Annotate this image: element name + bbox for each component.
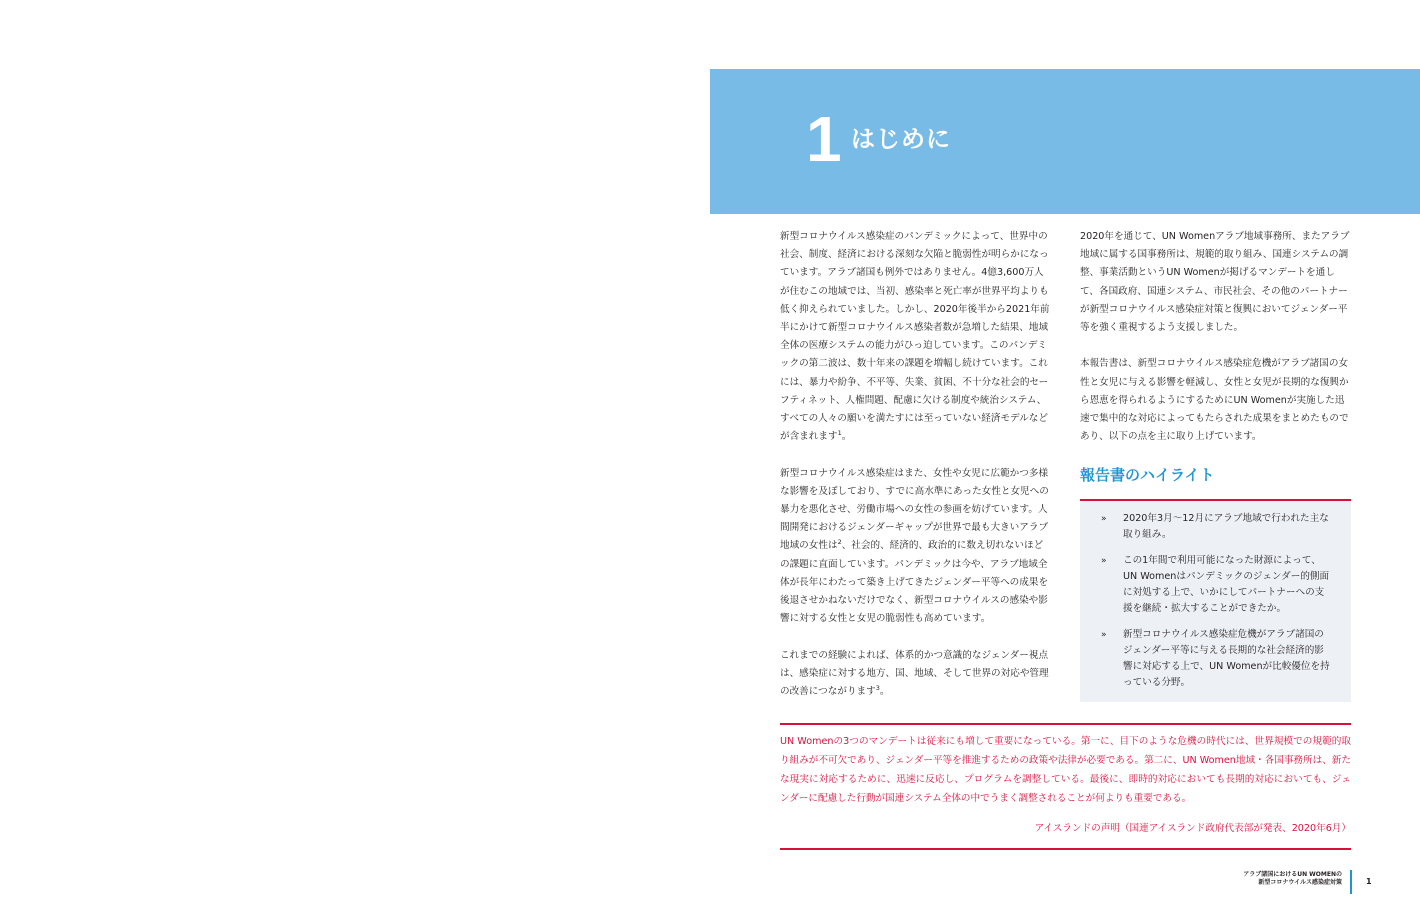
chapter-number: 1 [806,103,842,175]
bullet-icon: » [1101,556,1107,566]
bullet-icon: » [1101,514,1107,524]
quote-attribution: アイスランドの声明（国連アイスランド政府代表部が発表、2020年6月） [1034,823,1351,834]
quote-top-divider [780,723,1351,725]
page-number: 1 [1366,877,1372,886]
paragraph: これまでの経験によれば、体系的かつ意識的なジェンダー視点は、感染症に対する地方、国、地域、そして世界の対応や管理の改善につながります$^3$。 [780,649,1049,698]
paragraph: 本報告書は、新型コロナウイルス感染症危機がアラブ諸国の女性と女児に与える影響を軽減し、女性と女児が長期的な復興から恩恵を得られるようにするためにUN Womenが実施した迅速で集中的な対応によってもたらされた成果をまとめたものであり、以下の点を主に取り上げています。 [1080,358,1349,443]
bullet-icon: » [1101,630,1107,640]
footnote-ref[interactable]: 1 [837,429,842,438]
highlight-text: この1年間で利用可能になった財源によって、UN Womenはパンデミックのジェンダー的側面に対処する上で、いかにしてパートナーへの支援を継続・拡大することができたか。 [1123,555,1330,614]
highlights-box [1080,501,1351,702]
quote-text: UN Womenの3つのマンデートは従来にも増して重要になっている。第一に、目下のような危機の時代には、世界規模での規範的取り組みが不可欠であり、ジェンダー平等を推進するための政策や法律が必要である。第二に、UN Women地域・各国事務所は、新たな現実に対応するために、迅速に反応し、プログラムを調整している。最後に、即時的対応においても長期的対応においても、ジェンダーに配慮した行動が国連システム全体の中でうまく調整されることが何よりも重要である。 [780,736,1351,804]
paragraph: 新型コロナウイルス感染症のパンデミックによって、世界中の社会、制度、経済における深刻な欠陥と脆弱性が明らかになっています。アラブ諸国も例外ではありません。4億3,600万人が住むこの地域では、当初、感染率と死亡率が世界平均よりも低く抑えられていました。しかし、2020年後半から2021年前半にかけて新型コロナウイルス感染者数が急増した結果、地域全体の医療システムの能力がひっ迫しています。このパンデミックの第二波は、数十年来の課題を増幅し続けています。これには、暴力や紛争、不平等、失業、貧困、不十分な社会的セーフティネット、人権問題、配慮に欠ける制度や統治システム、すべての人々の願いを満たすには至っていない経済モデルなどが含まれます$^1$。 [780,231,1050,443]
paragraph: 新型コロナウイルス感染症はまた、女性や女児に広範かつ多様な影響を及ぼしており、すでに高水準にあった女性と女児への暴力を悪化させ、労働市場への女性の参画を妨げています。人間開発におけるジェンダーギャップが世界で最も大きいアラブ地域の女性は$^2$、社会的、経済的、政治的に数え切れないほどの課題に直面しています。パンデミックは今や、アラブ地域全体が長年にわたって築き上げてきたジェンダー平等への成果を後退させかねないだけでなく、新型コロナウイルスの感染や影響に対する女性と女児の脆弱性も高めています。 [780,467,1049,625]
chapter-header-band [710,69,1420,214]
left-column [780,228,1052,719]
footnote-ref[interactable]: 2 [837,538,842,547]
right-column [1080,228,1352,465]
quote-bottom-divider [780,848,1351,850]
footnote-ref[interactable]: 3 [875,684,880,693]
footer-divider [1350,870,1352,894]
footer-publication-title: アラブ諸国におけるUN WOMENの 新型コロナウイルス感染症対策 [1243,871,1342,886]
highlight-text: 新型コロナウイルス感染症危機がアラブ諸国のジェンダー平等に与える長期的な社会経済的影響に対応する上で、UN Womenが比較優位を持っている分野。 [1123,629,1330,688]
chapter-title: はじめに [851,125,951,153]
highlights-heading: 報告書のハイライト [1080,466,1215,484]
paragraph: 2020年を通じて、UN Womenアラブ地域事務所、またアラブ地域に属する国事務所は、規範的取り組み、国連システムの調整、事業活動というUN Womenが掲げるマンデートを通して、各国政府、国連システム、市民社会、その他のパートナーが新型コロナウイルス感染症対策と復興においてジェンダー平等を強く重視するよう支援しました。 [1080,231,1350,334]
highlight-text: 2020年3月～12月にアラブ地域で行われた主な取り組み。 [1123,513,1329,540]
